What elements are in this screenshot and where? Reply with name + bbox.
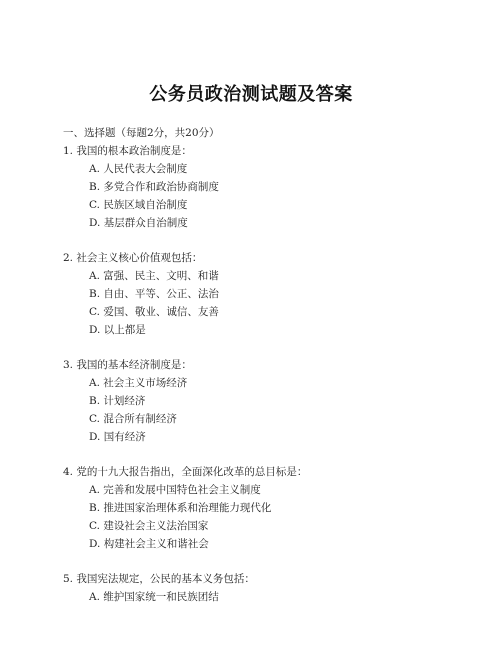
option-c: C. 爱国、敬业、诚信、友善 — [89, 306, 219, 318]
document-title: 公务员政治测试题及答案 — [149, 84, 353, 105]
option-a: A. 维护国家统一和民族团结 — [89, 591, 219, 603]
option-a: A. 富强、民主、文明、和谐 — [89, 270, 219, 282]
question-stem: 2. 社会主义核心价值观包括： — [63, 252, 203, 264]
question-list — [63, 142, 483, 623]
option-b: B. 自由、平等、公正、法治 — [89, 288, 219, 300]
option-a: A. 人民代表大会制度 — [89, 163, 188, 175]
question-stem: 4. 党的十九大报告指出，全面深化改革的总目标是： — [63, 466, 308, 478]
option-d: D. 构建社会主义和谐社会 — [89, 538, 209, 550]
option-c: C. 混合所有制经济 — [89, 413, 177, 425]
option-b: B. 多党合作和政治协商制度 — [89, 181, 219, 193]
question-item — [63, 463, 483, 553]
option-d: D. 以上都是 — [89, 324, 146, 336]
option-a: A. 社会主义市场经济 — [89, 377, 188, 389]
question-stem: 5. 我国宪法规定，公民的基本义务包括： — [63, 573, 255, 585]
question-item — [63, 249, 483, 339]
option-b: B. 计划经济 — [89, 395, 146, 407]
option-b: B. 推进国家治理体系和治理能力现代化 — [89, 502, 272, 514]
question-stem: 1. 我国的根本政治制度是： — [63, 145, 192, 157]
option-c: C. 建设社会主义法治国家 — [89, 520, 209, 532]
question-item — [63, 142, 483, 232]
section-heading: 一、选择题（每题2分，共20分） — [63, 127, 220, 139]
option-a: A. 完善和发展中国特色社会主义制度 — [89, 484, 261, 496]
option-c: C. 民族区域自治制度 — [89, 199, 188, 211]
question-item — [63, 570, 483, 606]
question-stem: 3. 我国的基本经济制度是： — [63, 359, 192, 371]
option-d: D. 基层群众自治制度 — [89, 217, 188, 229]
option-d: D. 国有经济 — [89, 431, 146, 443]
question-item — [63, 356, 483, 446]
